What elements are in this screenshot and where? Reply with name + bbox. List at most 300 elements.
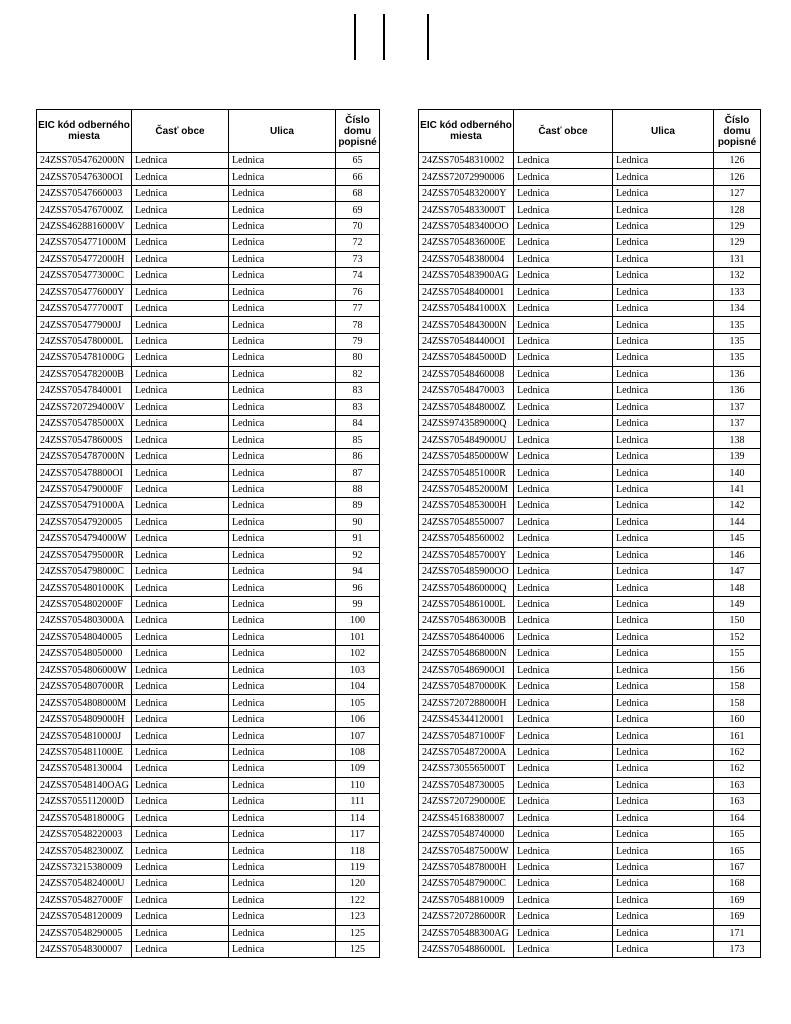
cell-cast-obce: Lednica: [132, 202, 229, 218]
cell-cislo-domu: 109: [336, 761, 380, 777]
cell-ulica: Lednica: [613, 711, 714, 727]
cell-cast-obce: Lednica: [514, 547, 613, 563]
cell-cislo-domu: 99: [336, 596, 380, 612]
cell-eic: 24ZSS70548400001: [419, 284, 514, 300]
cell-cast-obce: Lednica: [132, 235, 229, 251]
cell-cast-obce: Lednica: [132, 679, 229, 695]
cell-cast-obce: Lednica: [132, 744, 229, 760]
cell-ulica: Lednica: [613, 448, 714, 464]
cell-ulica: Lednica: [613, 826, 714, 842]
table-row: [419, 465, 761, 481]
cell-ulica: Lednica: [613, 925, 714, 941]
cell-cast-obce: Lednica: [514, 350, 613, 366]
cell-eic: 24ZSS7054818000G: [37, 810, 132, 826]
cell-cast-obce: Lednica: [132, 153, 229, 169]
cell-cislo-domu: 129: [714, 218, 761, 234]
cell-cislo-domu: 87: [336, 465, 380, 481]
cell-cast-obce: Lednica: [132, 794, 229, 810]
cell-cislo-domu: 160: [714, 711, 761, 727]
cell-cislo-domu: 125: [336, 942, 380, 958]
cell-cast-obce: Lednica: [132, 465, 229, 481]
cell-cast-obce: Lednica: [514, 531, 613, 547]
cell-eic: 24ZSS7054836000E: [419, 235, 514, 251]
cell-ulica: Lednica: [229, 383, 336, 399]
cell-cast-obce: Lednica: [132, 711, 229, 727]
cell-cislo-domu: 167: [714, 859, 761, 875]
cell-eic: 24ZSS7054794000W: [37, 531, 132, 547]
cell-cast-obce: Lednica: [132, 448, 229, 464]
cell-ulica: Lednica: [229, 925, 336, 941]
cell-ulica: Lednica: [229, 761, 336, 777]
cell-cast-obce: Lednica: [514, 695, 613, 711]
cell-cast-obce: Lednica: [514, 925, 613, 941]
cell-eic: 24ZSS7207288000H: [419, 695, 514, 711]
cell-cislo-domu: 89: [336, 498, 380, 514]
table-row: [37, 531, 380, 547]
eic-table-right: [418, 109, 761, 958]
cell-ulica: Lednica: [613, 777, 714, 793]
cell-ulica: Lednica: [613, 465, 714, 481]
cell-eic: 24ZSS7054809000H: [37, 711, 132, 727]
cell-ulica: Lednica: [613, 300, 714, 316]
cell-eic: 24ZSS7054795000R: [37, 547, 132, 563]
cell-ulica: Lednica: [229, 744, 336, 760]
cell-cast-obce: Lednica: [132, 169, 229, 185]
cell-cast-obce: Lednica: [514, 317, 613, 333]
cell-eic: 24ZSS70548560002: [419, 531, 514, 547]
cell-ulica: Lednica: [229, 629, 336, 645]
cell-eic: 24ZSS70548300007: [37, 942, 132, 958]
cell-cislo-domu: 165: [714, 843, 761, 859]
table-row: [37, 416, 380, 432]
table-row: [419, 909, 761, 925]
cell-eic: 24ZSS70548640006: [419, 629, 514, 645]
cell-eic: 24ZSS705478800OI: [37, 465, 132, 481]
cell-ulica: Lednica: [229, 300, 336, 316]
cell-cislo-domu: 101: [336, 629, 380, 645]
cell-eic: 24ZSS7054849000U: [419, 432, 514, 448]
cell-eic: 24ZSS7054841000X: [419, 300, 514, 316]
cell-ulica: Lednica: [613, 498, 714, 514]
cell-ulica: Lednica: [229, 892, 336, 908]
cell-cislo-domu: 69: [336, 202, 380, 218]
cell-cislo-domu: 147: [714, 563, 761, 579]
cell-eic: 24ZSS7054850000W: [419, 448, 514, 464]
cell-cislo-domu: 144: [714, 514, 761, 530]
cell-cislo-domu: 84: [336, 416, 380, 432]
table-row: [37, 876, 380, 892]
cell-cislo-domu: 85: [336, 432, 380, 448]
cell-cast-obce: Lednica: [132, 629, 229, 645]
cell-ulica: Lednica: [613, 350, 714, 366]
table-row: [37, 399, 380, 415]
cell-ulica: Lednica: [613, 662, 714, 678]
cell-eic: 24ZSS7054806000W: [37, 662, 132, 678]
header-mark-3: [427, 14, 429, 60]
cell-cast-obce: Lednica: [132, 268, 229, 284]
table-row: [419, 679, 761, 695]
cell-eic: 24ZSS7055112000D: [37, 794, 132, 810]
table-row: [37, 366, 380, 382]
header-eic: EIC kód odberného miesta: [419, 110, 514, 153]
table-row: [419, 169, 761, 185]
table-row: [37, 810, 380, 826]
cell-cast-obce: Lednica: [132, 843, 229, 859]
table-row: [419, 695, 761, 711]
table-row: [419, 218, 761, 234]
cell-cast-obce: Lednica: [514, 942, 613, 958]
cell-cast-obce: Lednica: [132, 432, 229, 448]
cell-cislo-domu: 137: [714, 399, 761, 415]
cell-cislo-domu: 152: [714, 629, 761, 645]
cell-ulica: Lednica: [613, 761, 714, 777]
cell-cislo-domu: 88: [336, 481, 380, 497]
table-row: [419, 268, 761, 284]
table-row: [37, 794, 380, 810]
cell-eic: 24ZSS7054811000E: [37, 744, 132, 760]
cell-ulica: Lednica: [613, 794, 714, 810]
cell-cislo-domu: 83: [336, 399, 380, 415]
table-row: [419, 646, 761, 662]
cell-ulica: Lednica: [229, 580, 336, 596]
cell-eic: 24ZSS705476300OI: [37, 169, 132, 185]
cell-ulica: Lednica: [613, 153, 714, 169]
cell-ulica: Lednica: [229, 826, 336, 842]
table-row: [37, 448, 380, 464]
table-row: [419, 399, 761, 415]
cell-cislo-domu: 126: [714, 169, 761, 185]
header-eic: EIC kód odberného miesta: [37, 110, 132, 153]
cell-eic: 24ZSS7054781000G: [37, 350, 132, 366]
cell-cislo-domu: 74: [336, 268, 380, 284]
cell-ulica: Lednica: [613, 383, 714, 399]
table-row: [37, 185, 380, 201]
table-row: [37, 202, 380, 218]
cell-eic: 24ZSS70547660003: [37, 185, 132, 201]
cell-ulica: Lednica: [613, 531, 714, 547]
table-row: [37, 596, 380, 612]
cell-cislo-domu: 126: [714, 153, 761, 169]
cell-ulica: Lednica: [229, 777, 336, 793]
cell-eic: 24ZSS7054878000H: [419, 859, 514, 875]
cell-cislo-domu: 145: [714, 531, 761, 547]
table-row: [37, 925, 380, 941]
cell-cislo-domu: 70: [336, 218, 380, 234]
cell-cast-obce: Lednica: [132, 777, 229, 793]
cell-ulica: Lednica: [229, 498, 336, 514]
cell-cast-obce: Lednica: [132, 481, 229, 497]
cell-ulica: Lednica: [613, 333, 714, 349]
cell-ulica: Lednica: [613, 399, 714, 415]
cell-ulica: Lednica: [613, 317, 714, 333]
cell-cast-obce: Lednica: [132, 383, 229, 399]
cell-eic: 24ZSS7054886000L: [419, 942, 514, 958]
cell-cast-obce: Lednica: [514, 465, 613, 481]
cell-cislo-domu: 65: [336, 153, 380, 169]
cell-cast-obce: Lednica: [514, 185, 613, 201]
cell-cast-obce: Lednica: [514, 613, 613, 629]
cell-ulica: Lednica: [229, 563, 336, 579]
cell-eic: 24ZSS7054791000A: [37, 498, 132, 514]
cell-cislo-domu: 118: [336, 843, 380, 859]
cell-eic: 24ZSS705486900OI: [419, 662, 514, 678]
cell-eic: 24ZSS7207294000V: [37, 399, 132, 415]
cell-eic: 24ZSS7054871000F: [419, 728, 514, 744]
cell-ulica: Lednica: [613, 251, 714, 267]
table-row: [419, 596, 761, 612]
cell-ulica: Lednica: [229, 531, 336, 547]
cell-cast-obce: Lednica: [514, 563, 613, 579]
cell-cislo-domu: 83: [336, 383, 380, 399]
cell-eic: 24ZSS7054832000Y: [419, 185, 514, 201]
cell-cast-obce: Lednica: [514, 202, 613, 218]
cell-ulica: Lednica: [613, 876, 714, 892]
table-row: [37, 629, 380, 645]
table-row: [419, 876, 761, 892]
cell-cast-obce: Lednica: [514, 169, 613, 185]
cell-cast-obce: Lednica: [132, 613, 229, 629]
cell-ulica: Lednica: [229, 333, 336, 349]
cell-eic: 24ZSS7054772000H: [37, 251, 132, 267]
cell-ulica: Lednica: [613, 744, 714, 760]
table-row: [419, 317, 761, 333]
cell-ulica: Lednica: [229, 448, 336, 464]
table-row: [419, 251, 761, 267]
table-row: [37, 695, 380, 711]
cell-cislo-domu: 73: [336, 251, 380, 267]
cell-cislo-domu: 173: [714, 942, 761, 958]
cell-cast-obce: Lednica: [514, 514, 613, 530]
cell-ulica: Lednica: [613, 268, 714, 284]
cell-ulica: Lednica: [613, 810, 714, 826]
cell-ulica: Lednica: [613, 563, 714, 579]
cell-cast-obce: Lednica: [132, 514, 229, 530]
cell-ulica: Lednica: [613, 859, 714, 875]
cell-eic: 24ZSS7054776000Y: [37, 284, 132, 300]
table-row: [419, 563, 761, 579]
cell-cast-obce: Lednica: [514, 909, 613, 925]
cell-ulica: Lednica: [229, 711, 336, 727]
cell-cislo-domu: 169: [714, 909, 761, 925]
cell-cast-obce: Lednica: [132, 925, 229, 941]
table-row: [37, 547, 380, 563]
cell-cislo-domu: 141: [714, 481, 761, 497]
cell-cislo-domu: 86: [336, 448, 380, 464]
eic-table-left: [36, 109, 380, 958]
cell-cislo-domu: 156: [714, 662, 761, 678]
cell-cislo-domu: 100: [336, 613, 380, 629]
table-row: [419, 826, 761, 842]
table-row: [37, 153, 380, 169]
cell-cast-obce: Lednica: [132, 333, 229, 349]
cell-cislo-domu: 128: [714, 202, 761, 218]
cell-eic: 24ZSS7054810000J: [37, 728, 132, 744]
cell-cislo-domu: 171: [714, 925, 761, 941]
table-row: [37, 662, 380, 678]
cell-cislo-domu: 76: [336, 284, 380, 300]
cell-ulica: Lednica: [229, 251, 336, 267]
cell-ulica: Lednica: [229, 317, 336, 333]
cell-ulica: Lednica: [613, 942, 714, 958]
cell-ulica: Lednica: [613, 235, 714, 251]
cell-eic: 24ZSS7054857000Y: [419, 547, 514, 563]
cell-cislo-domu: 72: [336, 235, 380, 251]
cell-cislo-domu: 137: [714, 416, 761, 432]
cell-eic: 24ZSS7054851000R: [419, 465, 514, 481]
cell-ulica: Lednica: [229, 728, 336, 744]
table-row: [37, 317, 380, 333]
cell-cislo-domu: 91: [336, 531, 380, 547]
cell-cast-obce: Lednica: [514, 432, 613, 448]
cell-eic: 24ZSS70548810009: [419, 892, 514, 908]
cell-eic: 24ZSS7054779000J: [37, 317, 132, 333]
cell-cast-obce: Lednica: [132, 826, 229, 842]
cell-cislo-domu: 129: [714, 235, 761, 251]
cell-ulica: Lednica: [613, 169, 714, 185]
cell-cast-obce: Lednica: [514, 596, 613, 612]
cell-cislo-domu: 102: [336, 646, 380, 662]
cell-eic: 24ZSS7054872000A: [419, 744, 514, 760]
header-ulica: Ulica: [229, 110, 336, 153]
cell-cislo-domu: 165: [714, 826, 761, 842]
table-row: [419, 153, 761, 169]
cell-cislo-domu: 68: [336, 185, 380, 201]
cell-cislo-domu: 163: [714, 794, 761, 810]
cell-ulica: Lednica: [229, 859, 336, 875]
table-row: [419, 383, 761, 399]
cell-eic: 24ZSS7054843000N: [419, 317, 514, 333]
cell-cast-obce: Lednica: [132, 317, 229, 333]
table-row: [37, 481, 380, 497]
table-row: [419, 202, 761, 218]
cell-cast-obce: Lednica: [514, 251, 613, 267]
cell-cast-obce: Lednica: [514, 383, 613, 399]
cell-ulica: Lednica: [229, 646, 336, 662]
cell-cislo-domu: 135: [714, 333, 761, 349]
cell-eic: 24ZSS7054879000C: [419, 876, 514, 892]
table-row: [37, 498, 380, 514]
header-cislo-domu: Číslo domu popisné: [714, 110, 761, 153]
table-row: [419, 531, 761, 547]
cell-eic: 24ZSS4628816000V: [37, 218, 132, 234]
cell-eic: 24ZSS7054771000M: [37, 235, 132, 251]
cell-cast-obce: Lednica: [514, 744, 613, 760]
cell-ulica: Lednica: [229, 481, 336, 497]
cell-ulica: Lednica: [229, 514, 336, 530]
cell-cast-obce: Lednica: [514, 679, 613, 695]
cell-ulica: Lednica: [229, 153, 336, 169]
cell-cast-obce: Lednica: [132, 580, 229, 596]
table-header: [419, 110, 761, 153]
table-row: [37, 728, 380, 744]
cell-eic: 24ZSS7054785000X: [37, 416, 132, 432]
table-row: [37, 432, 380, 448]
cell-eic: 24ZSS7054833000T: [419, 202, 514, 218]
cell-cast-obce: Lednica: [514, 218, 613, 234]
cell-cast-obce: Lednica: [132, 859, 229, 875]
table-row: [419, 843, 761, 859]
table-row: [419, 777, 761, 793]
cell-cast-obce: Lednica: [514, 580, 613, 596]
cell-ulica: Lednica: [229, 547, 336, 563]
cell-eic: 24ZSS705483400OO: [419, 218, 514, 234]
cell-cislo-domu: 106: [336, 711, 380, 727]
cell-eic: 24ZSS7054868000N: [419, 646, 514, 662]
cell-cislo-domu: 150: [714, 613, 761, 629]
cell-cislo-domu: 114: [336, 810, 380, 826]
cell-cislo-domu: 79: [336, 333, 380, 349]
cell-eic: 24ZSS7054845000D: [419, 350, 514, 366]
table-row: [37, 859, 380, 875]
cell-cast-obce: Lednica: [514, 235, 613, 251]
cell-eic: 24ZSS70548050000: [37, 646, 132, 662]
cell-cislo-domu: 104: [336, 679, 380, 695]
cell-ulica: Lednica: [229, 679, 336, 695]
table-row: [37, 169, 380, 185]
table-row: [419, 432, 761, 448]
cell-cast-obce: Lednica: [514, 300, 613, 316]
cell-ulica: Lednica: [229, 350, 336, 366]
cell-eic: 24ZSS7054767000Z: [37, 202, 132, 218]
cell-cislo-domu: 127: [714, 185, 761, 201]
table-row: [419, 547, 761, 563]
cell-ulica: Lednica: [229, 810, 336, 826]
cell-ulica: Lednica: [229, 876, 336, 892]
cell-cast-obce: Lednica: [514, 448, 613, 464]
cell-cislo-domu: 162: [714, 761, 761, 777]
cell-eic: 24ZSS7054827000F: [37, 892, 132, 908]
cell-eic: 24ZSS70548470003: [419, 383, 514, 399]
cell-eic: 24ZSS70548740000: [419, 826, 514, 842]
cell-cast-obce: Lednica: [132, 350, 229, 366]
cell-cast-obce: Lednica: [514, 366, 613, 382]
table-row: [37, 268, 380, 284]
cell-eic: 24ZSS70548120009: [37, 909, 132, 925]
cell-eic: 24ZSS7054773000C: [37, 268, 132, 284]
cell-cast-obce: Lednica: [132, 300, 229, 316]
cell-cast-obce: Lednica: [132, 695, 229, 711]
table-row: [37, 942, 380, 958]
cell-cislo-domu: 108: [336, 744, 380, 760]
cell-cislo-domu: 139: [714, 448, 761, 464]
cell-ulica: Lednica: [613, 646, 714, 662]
header-cast-obce: Časť obce: [514, 110, 613, 153]
table-row: [37, 563, 380, 579]
cell-eic: 24ZSS7054863000B: [419, 613, 514, 629]
cell-cast-obce: Lednica: [132, 646, 229, 662]
table-row: [37, 350, 380, 366]
cell-eic: 24ZSS7054780000L: [37, 333, 132, 349]
cell-ulica: Lednica: [229, 366, 336, 382]
cell-cast-obce: Lednica: [132, 761, 229, 777]
cell-cast-obce: Lednica: [514, 284, 613, 300]
cell-eic: 24ZSS45344120001: [419, 711, 514, 727]
table-row: [419, 613, 761, 629]
cell-cislo-domu: 155: [714, 646, 761, 662]
table-row: [419, 580, 761, 596]
table-row: [37, 251, 380, 267]
table-row: [419, 448, 761, 464]
cell-cast-obce: Lednica: [132, 531, 229, 547]
cell-ulica: Lednica: [613, 547, 714, 563]
cell-cast-obce: Lednica: [514, 153, 613, 169]
table-row: [419, 892, 761, 908]
cell-eic: 24ZSS7054853000H: [419, 498, 514, 514]
cell-cislo-domu: 90: [336, 514, 380, 530]
header-mark-1: [354, 14, 356, 60]
table-row: [37, 909, 380, 925]
cell-cislo-domu: 135: [714, 350, 761, 366]
